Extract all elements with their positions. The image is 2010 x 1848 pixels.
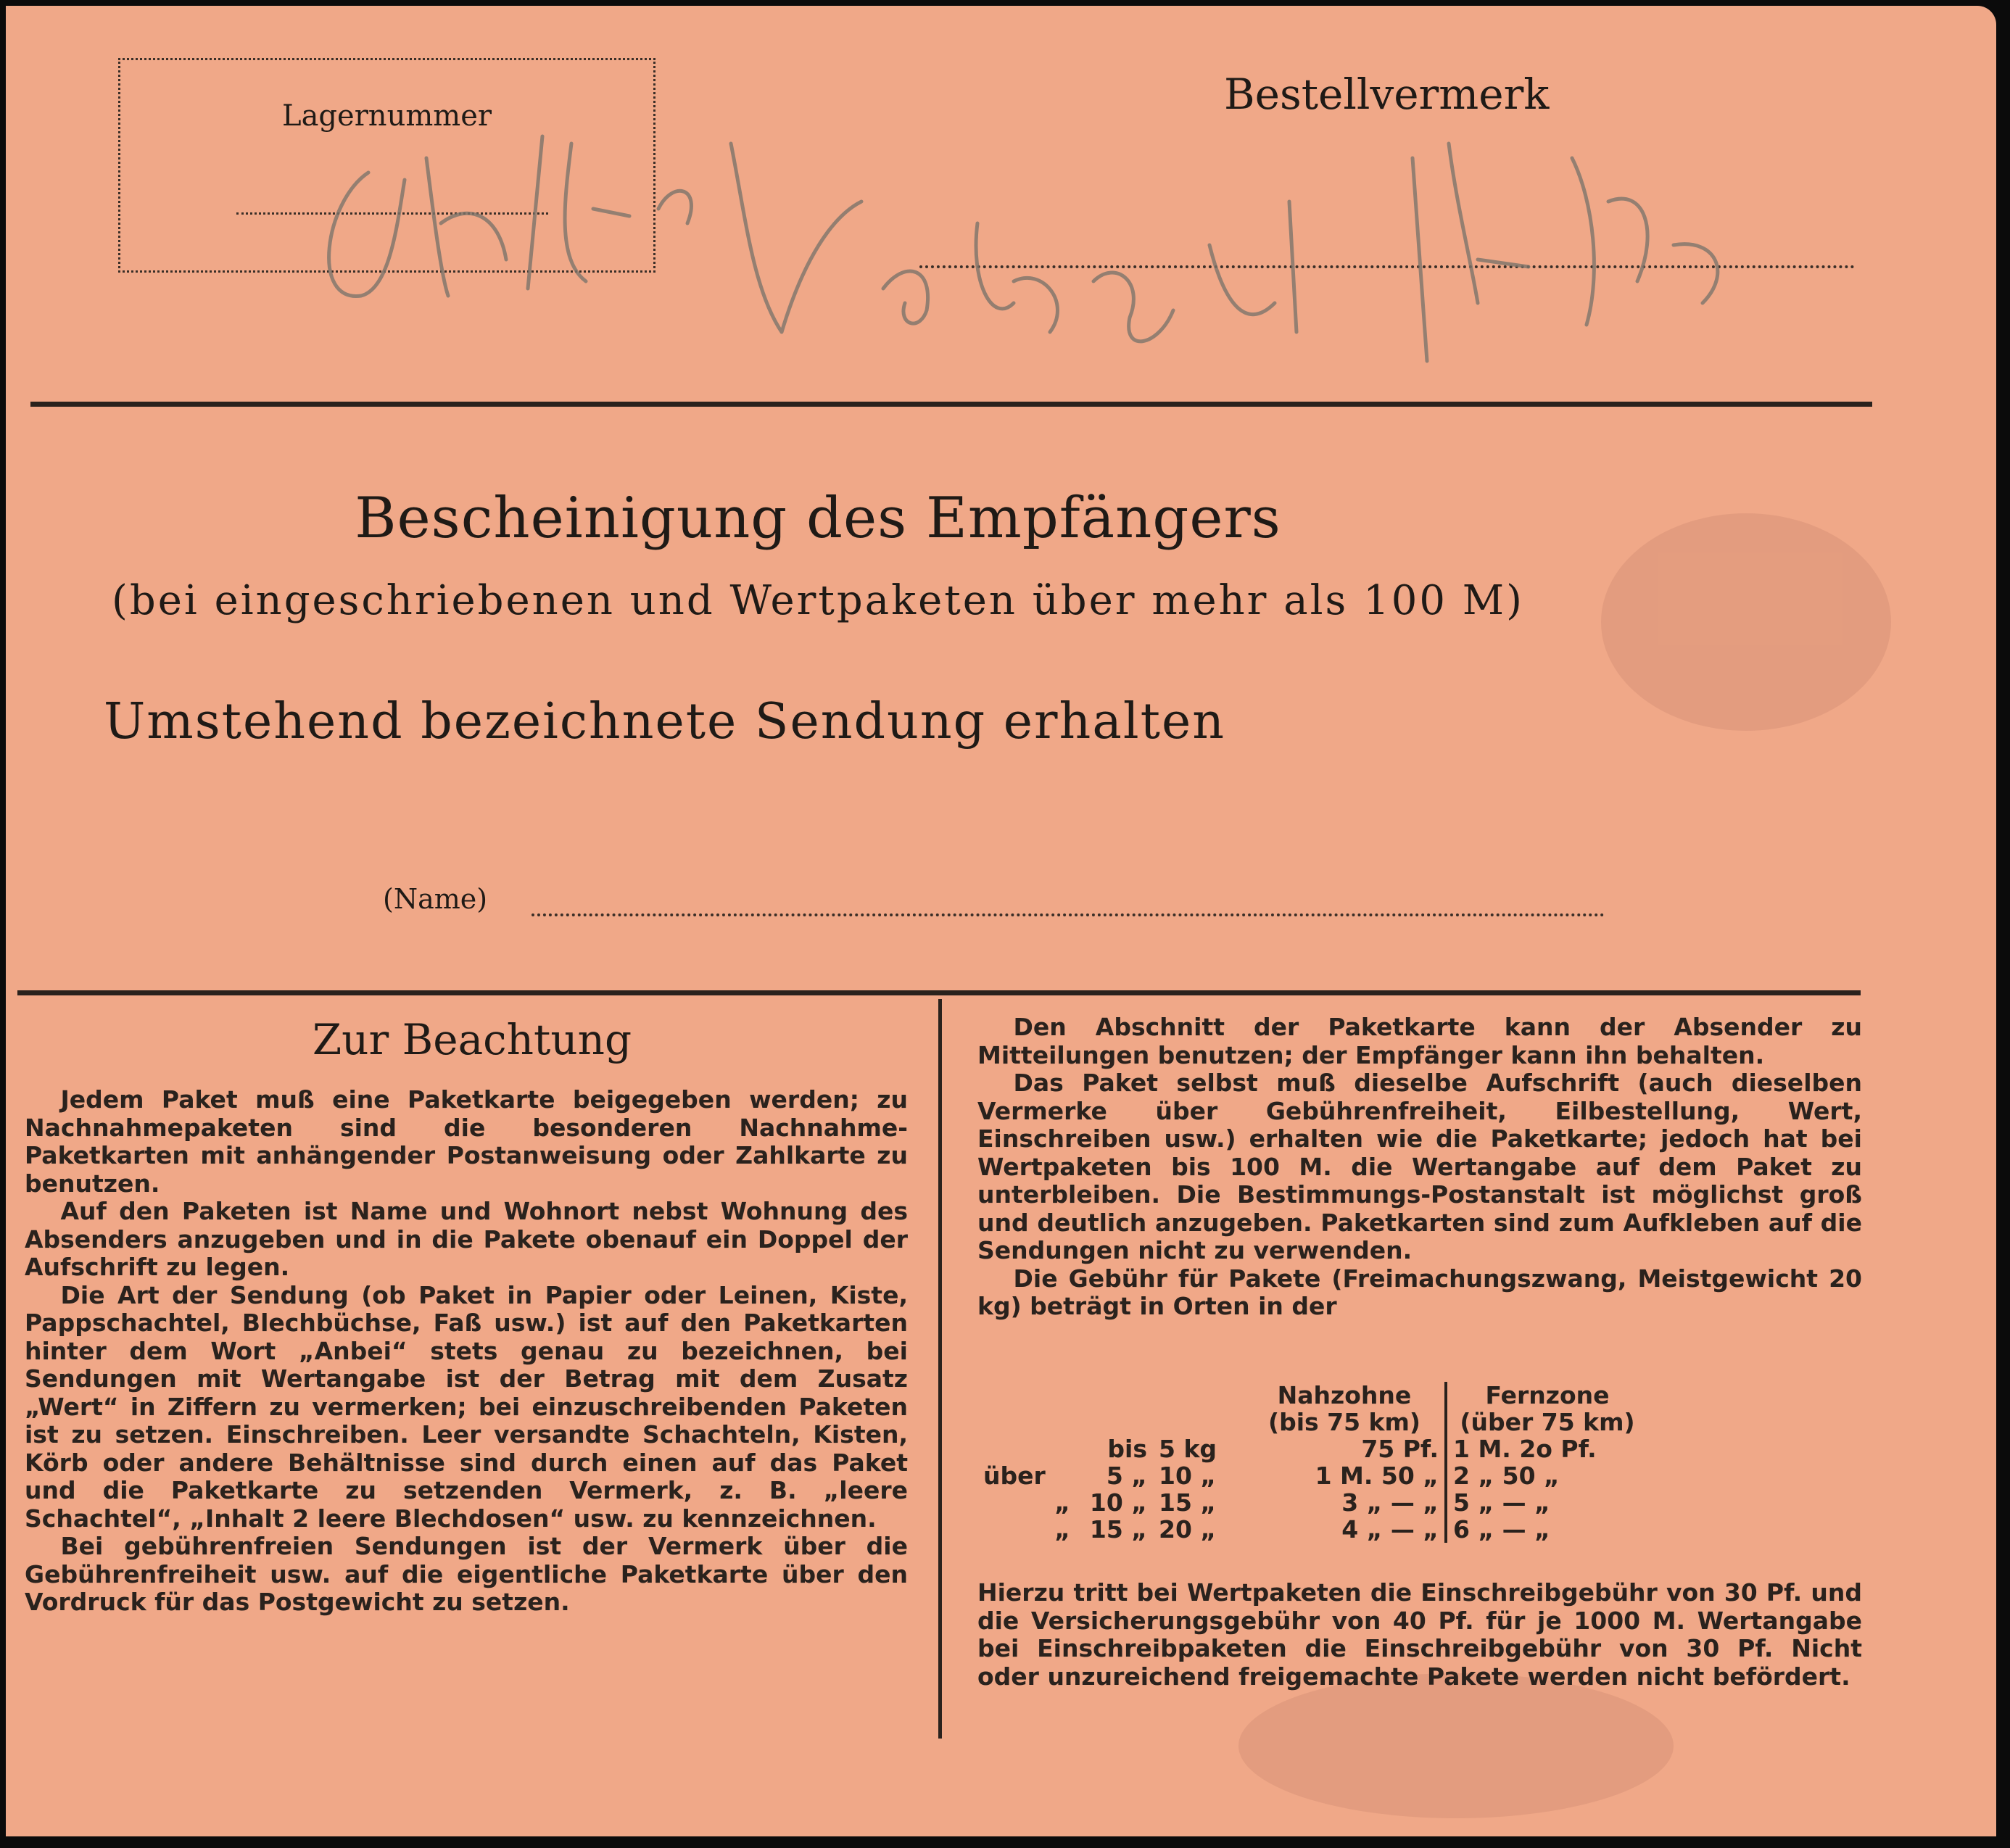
rate-row bbox=[977, 1462, 1647, 1489]
name-label: (Name) bbox=[383, 883, 488, 915]
lagernummer-line bbox=[236, 212, 548, 215]
paper-stain bbox=[1601, 513, 1891, 731]
rate-nah: 4 „ — „ bbox=[1341, 1515, 1439, 1544]
note-paragraph: Die Gebühr für Pakete (Freimachungszwang, Meistgewicht 20 kg) beträgt in Orten in der bbox=[977, 1264, 1862, 1320]
notes-closing bbox=[977, 1579, 1862, 1691]
rate-nah: 75 Pf. bbox=[1361, 1435, 1439, 1463]
rate-fern: 1 M. 2o Pf. bbox=[1446, 1435, 1647, 1462]
notes-divider bbox=[17, 990, 1861, 995]
parcel-card-back bbox=[6, 6, 1996, 1836]
rate-to: 10 „ bbox=[1159, 1462, 1217, 1490]
rate-prefix: „ bbox=[1054, 1488, 1070, 1517]
column-divider bbox=[938, 999, 942, 1739]
rate-table bbox=[977, 1382, 1862, 1543]
note-paragraph: Jedem Paket muß eine Paketkarte beigegeben werden; zu Nachnahmepaketen sind die besonderen Nachnahme-Paketkarten mit anhängender Postanweisung oder Zahlkarte zu benutzen. bbox=[25, 1085, 908, 1198]
certificate-subtitle: (bei eingeschriebenen und Wertpaketen über mehr als 100 M) bbox=[112, 577, 1524, 624]
top-divider bbox=[30, 402, 1872, 407]
receipt-statement: Umstehend bezeichnete Sendung erhalten bbox=[104, 693, 1225, 750]
rate-nah: 1 M. 50 „ bbox=[1315, 1462, 1439, 1490]
lagernummer-label: Lagernummer bbox=[282, 99, 492, 133]
rate-from: bis bbox=[1107, 1435, 1147, 1463]
bestellvermerk-label: Bestellvermerk bbox=[1224, 70, 1550, 119]
note-paragraph: Das Paket selbst muß dieselbe Aufschrift (auch dieselben Vermerke über Gebührenfreiheit, Eilbestellung, Wert, Einschreiben usw.) erhalten wie die Paketkarte; jedoch hat bei Wertpaketen bis 100 M. die Wertangabe auf dem Paket zu unterbleiben. Die Bestimmungs-Postanstalt ist möglichst groß und deutlich anzugeben. Paketkarten sind zum Aufkleben auf die Sendungen nicht zu verwenden. bbox=[977, 1069, 1862, 1264]
rate-fern: 6 „ — „ bbox=[1446, 1516, 1647, 1543]
notes-right-column bbox=[977, 1014, 1862, 1321]
notes-heading: Zur Beachtung bbox=[312, 1015, 632, 1064]
note-paragraph: Auf den Paketen ist Name und Wohnort nebst Wohnung des Absenders anzugeben und in die Pakete obenauf ein Doppel der Aufschrift zu legen. bbox=[25, 1197, 908, 1281]
rate-row bbox=[977, 1489, 1647, 1516]
name-line bbox=[532, 913, 1605, 916]
paper-stain bbox=[1238, 1673, 1674, 1818]
rate-to: 20 „ bbox=[1159, 1515, 1217, 1544]
rate-prefix: „ bbox=[1054, 1515, 1070, 1544]
rate-prefix bbox=[977, 1435, 1076, 1462]
rate-from: 10 „ bbox=[1089, 1488, 1147, 1517]
note-paragraph: Bei gebührenfreien Sendungen ist der Vermerk über die Gebührenfreiheit usw. auf die eigentliche Paketkarte über den Vordruck für das Postgewicht zu setzen. bbox=[25, 1532, 908, 1616]
rate-fern: 5 „ — „ bbox=[1446, 1489, 1647, 1516]
rate-prefix: über bbox=[983, 1462, 1046, 1490]
note-paragraph: Den Abschnitt der Paketkarte kann der Absender zu Mitteilungen benutzen; der Empfänger kann ihn behalten. bbox=[977, 1013, 1862, 1069]
fern-header: Fernzone bbox=[1446, 1382, 1647, 1409]
rate-fern: 2 „ 50 „ bbox=[1446, 1462, 1647, 1489]
rate-to: 15 „ bbox=[1159, 1488, 1217, 1517]
note-paragraph: Die Art der Sendung (ob Paket in Papier oder Leinen, Kiste, Pappschachtel, Blechbüchse, Faß usw.) ist auf den Paketkarten hinter dem Wort „Anbei“ stets genau zu bezeichnen, bei Sendungen mit Wertangabe ist der Betrag mit dem Zusatz „Wert“ in Ziffern zu vermerken; bei einzuschreibenden Paketen ist zu setzen. Einschreiben. Leer versandte Schachteln, Kisten, Körb oder andere Behältnisse sind durch einen auf das Paket und die Paketkarte zu setzenden Vermerk, z. B. „leere Schachtel“, „Inhalt 2 leere Blechdosen“ usw. zu kennzeichnen. bbox=[25, 1280, 908, 1533]
lagernummer-box bbox=[118, 58, 655, 273]
rate-row bbox=[977, 1516, 1647, 1543]
rate-from: 15 „ bbox=[1089, 1515, 1147, 1544]
certificate-title: Bescheinigung des Empfängers bbox=[355, 486, 1281, 551]
nah-header: Nahzohne bbox=[1277, 1381, 1412, 1409]
note-paragraph: Hierzu tritt bei Wertpaketen die Einschreibgebühr von 30 Pf. und die Versicherungsgebühr von 40 Pf. für je 1000 M. Wertangabe bei Einschreibpaketen die Einschreibgebühr von 30 Pf. Nicht oder unzureichend freigemachte Pakete werden nicht befördert. bbox=[977, 1578, 1862, 1691]
nah-subheader: (bis 75 km) bbox=[1268, 1408, 1420, 1436]
rate-row bbox=[977, 1435, 1647, 1462]
notes-left-column bbox=[25, 1086, 908, 1617]
fern-subheader: (über 75 km) bbox=[1446, 1409, 1647, 1435]
rate-from: 5 „ bbox=[1106, 1462, 1147, 1490]
rate-nah: 3 „ — „ bbox=[1341, 1488, 1439, 1517]
bestellvermerk-line bbox=[919, 265, 1855, 268]
rate-to: 5 kg bbox=[1159, 1435, 1217, 1463]
